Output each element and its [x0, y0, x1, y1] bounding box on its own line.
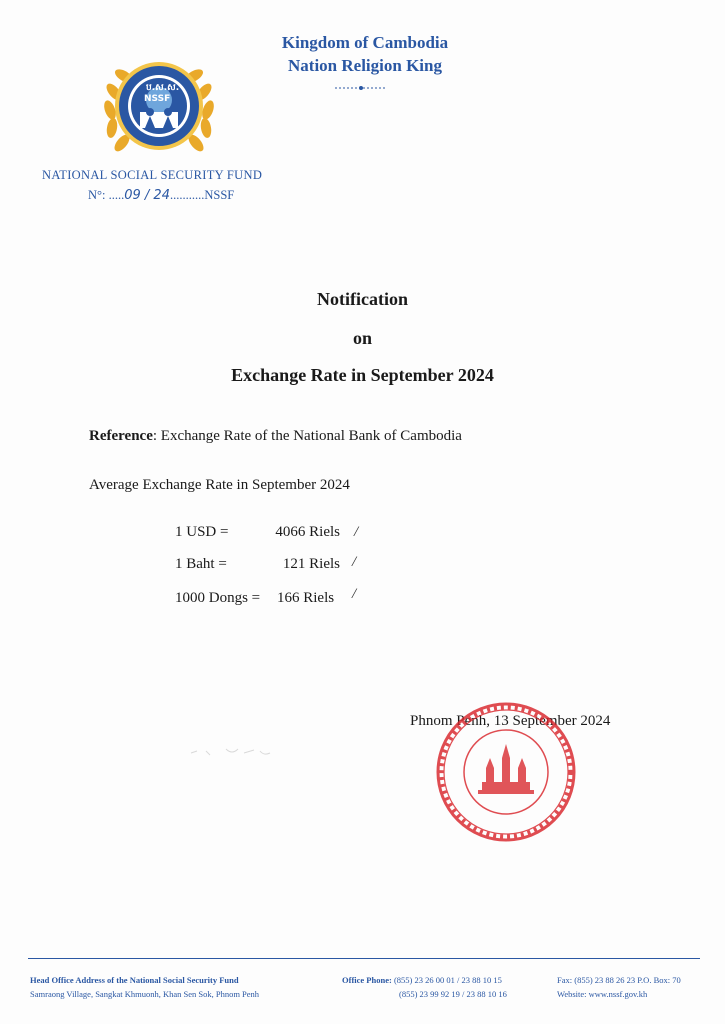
header-ornament	[335, 85, 387, 91]
footer-phones	[342, 973, 507, 1001]
tick-mark-icon: /	[354, 524, 359, 540]
footer-address-line: Samraong Village, Sangkat Khmuonh, Khan Sen Sok, Phnom Penh	[30, 989, 260, 999]
footer-fax-web	[557, 973, 681, 1001]
kingdom-line-2: Nation Religion King	[288, 56, 442, 75]
footer-address	[30, 973, 259, 1001]
rate-value-baht: 121 Riels	[282, 556, 340, 572]
place-date: Phnom Penh, 13 September 2024	[410, 713, 611, 729]
reference-text: : Exchange Rate of the National Bank of Cambodia	[152, 428, 462, 444]
fund-name: NATIONAL SOCIAL SECURITY FUND	[42, 168, 263, 182]
footer-phone-label: Office Phone:	[342, 975, 392, 985]
footer-website[interactable]: Website: www.nssf.gov.kh	[557, 989, 648, 999]
notification-title: Notification	[317, 289, 408, 309]
kingdom-line-1: Kingdom of Cambodia	[281, 33, 449, 52]
ref-handwritten: 09 / 24	[124, 188, 170, 203]
footer-address-title: Head Office Address of the National Social Security Fund	[30, 975, 239, 985]
ref-prefix: N°: .....	[88, 188, 125, 202]
rate-value-usd: 4066 Riels	[275, 524, 340, 540]
faint-scan-mark	[186, 741, 291, 763]
tick-mark-icon: /	[352, 554, 357, 570]
rate-value-dong: 166 Riels	[277, 590, 335, 606]
footer-fax: Fax: (855) 23 88 26 23 P.O. Box: 70	[557, 975, 681, 985]
reference-label: Reference	[89, 428, 153, 444]
footer-divider	[28, 958, 700, 959]
ref-suffix: ...........NSSF	[169, 188, 235, 202]
footer-phone-2: (855) 23 99 92 19 / 23 88 10 16	[399, 989, 507, 999]
notification-title-on: on	[352, 328, 372, 348]
tick-mark-icon: /	[352, 586, 357, 602]
average-heading: Average Exchange Rate in September 2024	[89, 477, 350, 493]
reference-line	[89, 428, 462, 445]
footer-phone-1: (855) 23 26 00 01 / 23 88 10 15	[393, 975, 502, 985]
rate-label-baht: 1 Baht =	[175, 556, 227, 572]
logo-abbr: NSSF	[144, 94, 171, 104]
reference-number	[88, 188, 234, 203]
official-seal-stamp	[432, 698, 580, 846]
rate-label-dong: 1000 Dongs =	[175, 590, 261, 606]
kingdom-header	[270, 31, 460, 77]
logo-abbr-khmer: ប.ស.ស.	[146, 83, 180, 93]
rate-label-usd: 1 USD =	[175, 524, 229, 540]
notification-subject: Exchange Rate in September 2024	[231, 365, 494, 385]
